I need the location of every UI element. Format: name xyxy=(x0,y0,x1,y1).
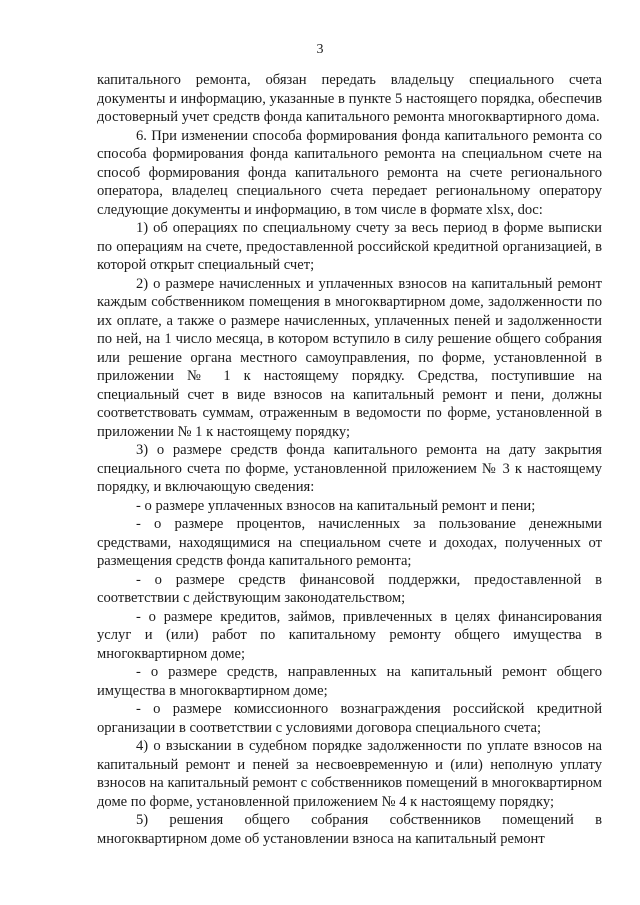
paragraph-continuation: капитального ремонта, обязан передать владельцу специального счета документы и информацию, указанные в пункте 5 настоящего порядка, обеспечив достоверный учет средств фонда капитального ремонта многоквартирного дома. xyxy=(97,72,602,125)
paragraph-subitem-4: 4) о взыскании в судебном порядке задолженности по уплате взносов на капитальный ремонт и пеней за несвоевременную и (или) неполную уплату взносов на капитальный ремонт с собственников помещений в многоквартирном доме по форме, установленной приложением № 4 к настоящему порядку; xyxy=(97,738,602,810)
paragraph-bullet-spent-funds: - о размере средств, направленных на капитальный ремонт общего имущества в многоквартирном доме; xyxy=(97,664,602,699)
paragraph-subitem-2: 2) о размере начисленных и уплаченных взносов на капитальный ремонт каждым собственником помещения в многоквартирном доме, задолженности по их оплате, а также о размере начисленных, уплаченных пеней и задолженности по ней, на 1 число месяца, в котором вступило в силу решение общего собрания или решение органа местного самоуправления, по форме, установленной в приложении № 1 к настоящему порядку. Средства, поступившие на специальный счет в виде взносов на капитальный ремонт и пени, должны соответствовать суммам, отраженным в ведомости по форме, установленной в приложении № 1 к настоящему порядку; xyxy=(97,275,602,440)
document-body xyxy=(97,71,602,848)
paragraph-bullet-bank-commission: - о размере комиссионного вознаграждения российской кредитной организации в соответствии с условиями договора специального счета; xyxy=(97,701,602,736)
paragraph-bullet-interest: - о размере процентов, начисленных за пользование денежными средствами, находящимися на специальном счете и доходах, полученных от размещения средств фонда капитального ремонта; xyxy=(97,516,602,569)
paragraph-bullet-loans: - о размере кредитов, займов, привлеченных в целях финансирования услуг и (или) работ по капитальному ремонту общего имущества в многоквартирном доме; xyxy=(97,608,602,662)
paragraph-subitem-3: 3) о размере средств фонда капитального ремонта на дату закрытия специального счета по форме, установленной приложением № 3 к настоящему порядку, и включающую сведения: xyxy=(97,442,602,495)
paragraph-subitem-5: 5) решения общего собрания собственников помещений в многоквартирном доме об установлении взноса на капитальный ремонт xyxy=(97,812,602,847)
page-number: 3 xyxy=(316,42,324,57)
paragraph-subitem-1: 1) об операциях по специальному счету за весь период в форме выписки по операциям на счете, предоставленной российской кредитной организацией, в которой открыт специальный счет; xyxy=(97,220,602,273)
paragraph-bullet-contributions: - о размере уплаченных взносов на капитальный ремонт и пени; xyxy=(136,497,536,514)
paragraph-item-6: 6. При изменении способа формирования фонда капитального ремонта со способа формирования фонда капитального ремонта на специальном счете на способ формирования фонда капитального ремонта на счете регионального оператора, владелец специального счета передает региональному оператору следующие документы и информацию, в том числе в формате xlsx, doc: xyxy=(97,127,602,218)
paragraph-bullet-financial-support: - о размере средств финансовой поддержки, предоставленной в соответствии с действующим законодательством; xyxy=(97,571,602,606)
